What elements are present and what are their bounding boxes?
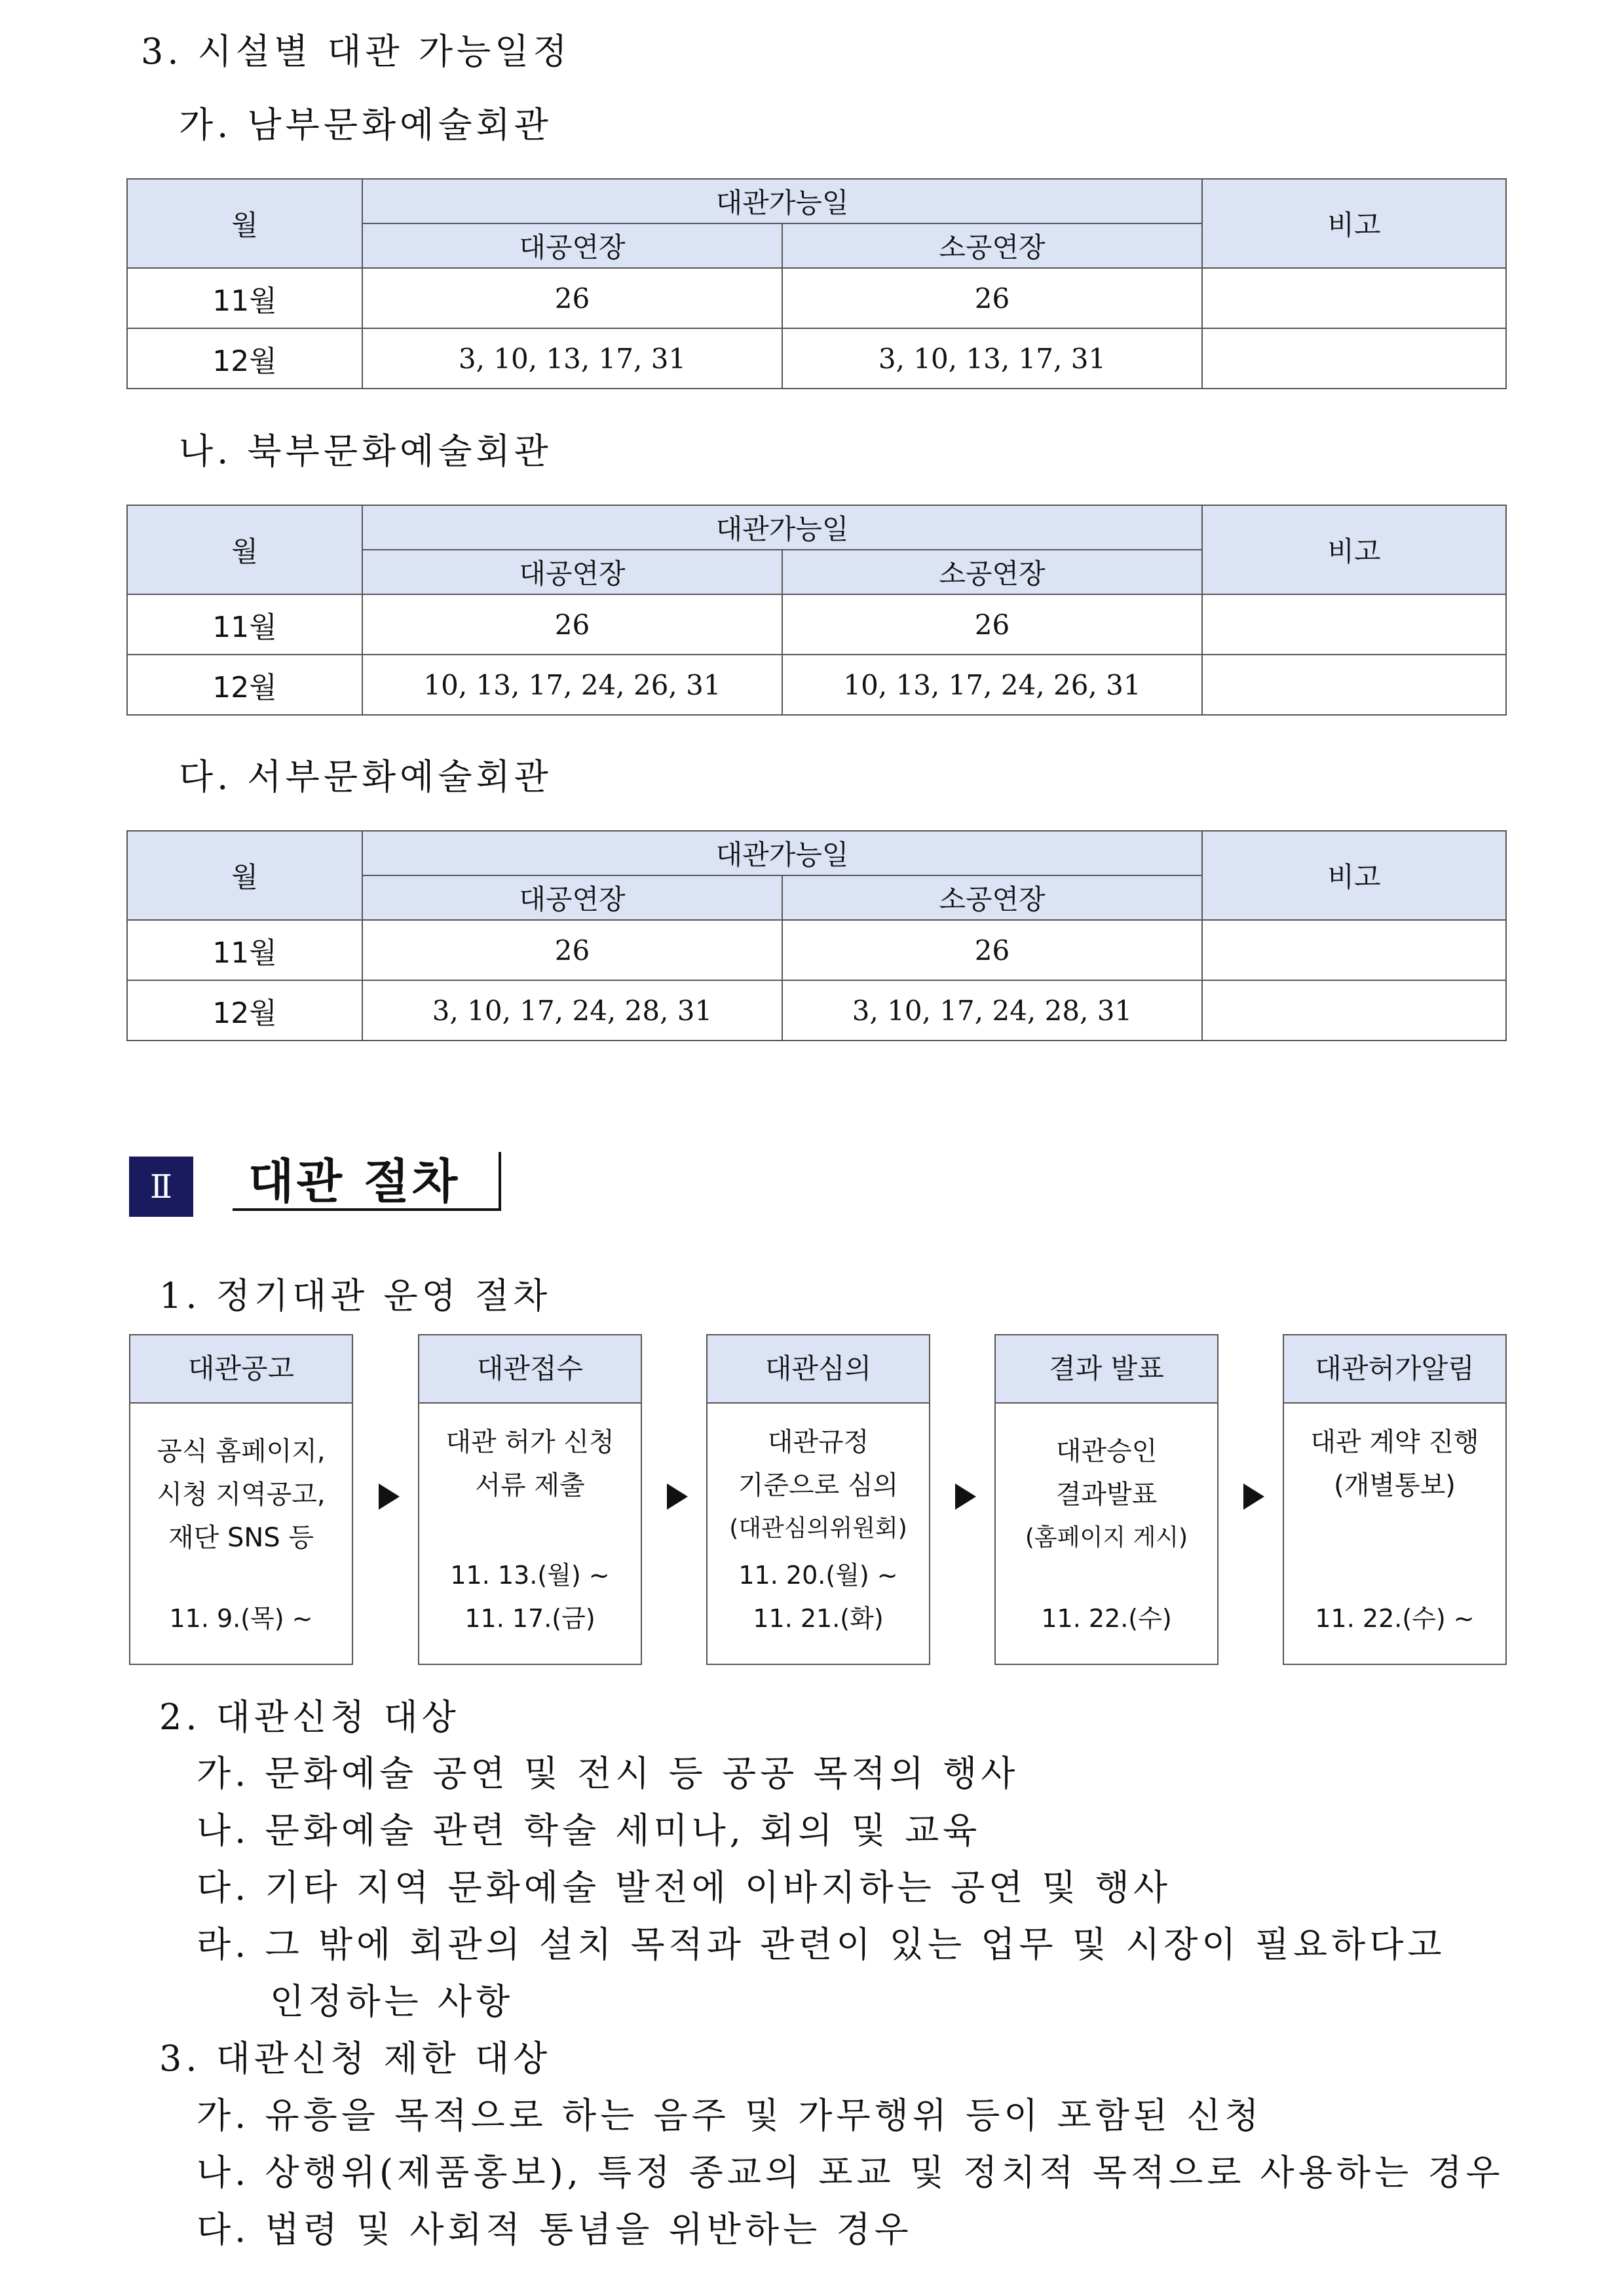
list-item: 다. 기타 지역 문화예술 발전에 이바지하는 공연 및 행사 bbox=[197, 1867, 1172, 1908]
flow-step-note: (홈페이지 게시) bbox=[1025, 1524, 1188, 1551]
flow-step-date: 11. 22.(수) ~ bbox=[1315, 1604, 1475, 1633]
flow-step-title: 결과 발표 bbox=[996, 1335, 1217, 1404]
month-cell: 12월 bbox=[127, 980, 362, 1041]
small-hall-dates: 26 bbox=[782, 268, 1202, 328]
large-hall-dates: 10, 13, 17, 24, 26, 31 bbox=[362, 655, 782, 715]
flow-step-desc: 대관 허가 신청 bbox=[445, 1427, 614, 1457]
flow-step-date: 11. 17.(금) bbox=[464, 1604, 595, 1633]
small-hall-dates: 10, 13, 17, 24, 26, 31 bbox=[782, 655, 1202, 715]
flow-step-desc: 공식 홈페이지, bbox=[157, 1436, 326, 1466]
header-small-hall: 소공연장 bbox=[782, 550, 1202, 594]
list-item-continuation: 인정하는 사항 bbox=[270, 1981, 514, 2022]
flow-step-desc: 서류 제출 bbox=[475, 1470, 585, 1501]
month-cell: 11월 bbox=[127, 268, 362, 328]
table-row bbox=[127, 920, 1506, 980]
header-large-hall: 대공연장 bbox=[362, 875, 782, 920]
large-hall-dates: 26 bbox=[362, 594, 782, 655]
flow-step-date: 11. 20.(월) ~ bbox=[738, 1561, 898, 1590]
month-cell: 11월 bbox=[127, 920, 362, 980]
remarks-cell bbox=[1202, 594, 1506, 655]
list-item: 가. 문화예술 공연 및 전시 등 공공 목적의 행사 bbox=[197, 1753, 1019, 1794]
arrow-right-icon bbox=[955, 1483, 976, 1510]
list-item: 가. 유흥을 목적으로 하는 음주 및 가무행위 등이 포함된 신청 bbox=[197, 2095, 1263, 2136]
remarks-cell bbox=[1202, 920, 1506, 980]
header-remarks: 비고 bbox=[1202, 179, 1506, 268]
eligible-heading: 2. 대관신청 대상 bbox=[159, 1696, 460, 1738]
arrow-right-icon bbox=[379, 1483, 400, 1510]
header-month: 월 bbox=[127, 831, 362, 920]
remarks-cell bbox=[1202, 268, 1506, 328]
table-row bbox=[127, 268, 1506, 328]
flow-step-desc: 대관승인 bbox=[1055, 1436, 1158, 1466]
flow-step-desc: 결과발표 bbox=[1055, 1480, 1158, 1510]
header-available: 대관가능일 bbox=[362, 831, 1202, 875]
header-large-hall: 대공연장 bbox=[362, 223, 782, 268]
venue-heading-west: 다. 서부문화예술회관 bbox=[179, 756, 552, 797]
table-row bbox=[127, 594, 1506, 655]
flow-step-date: 11. 21.(화) bbox=[753, 1604, 884, 1633]
remarks-cell bbox=[1202, 655, 1506, 715]
flow-step-desc: 대관 계약 진행 bbox=[1310, 1427, 1479, 1457]
large-hall-dates: 3, 10, 13, 17, 31 bbox=[362, 328, 782, 389]
restricted-heading: 3. 대관신청 제한 대상 bbox=[159, 2038, 552, 2079]
header-small-hall: 소공연장 bbox=[782, 223, 1202, 268]
month-cell: 12월 bbox=[127, 655, 362, 715]
flow-step-date: 11. 9.(목) ~ bbox=[169, 1604, 313, 1633]
remarks-cell bbox=[1202, 328, 1506, 389]
schedule-table-west bbox=[126, 830, 1507, 1041]
header-large-hall: 대공연장 bbox=[362, 550, 782, 594]
flow-step-title: 대관공고 bbox=[130, 1335, 352, 1404]
header-remarks: 비고 bbox=[1202, 831, 1506, 920]
table-row bbox=[127, 328, 1506, 389]
section-3-heading: 3. 시설별 대관 가능일정 bbox=[141, 31, 571, 72]
large-hall-dates: 3, 10, 17, 24, 28, 31 bbox=[362, 980, 782, 1041]
header-month: 월 bbox=[127, 505, 362, 594]
large-hall-dates: 26 bbox=[362, 920, 782, 980]
header-small-hall: 소공연장 bbox=[782, 875, 1202, 920]
flow-step-desc: 재단 SNS 등 bbox=[168, 1523, 314, 1553]
small-hall-dates: 3, 10, 17, 24, 28, 31 bbox=[782, 980, 1202, 1041]
header-month: 월 bbox=[127, 179, 362, 268]
arrow-right-icon bbox=[667, 1483, 688, 1510]
venue-heading-north: 나. 북부문화예술회관 bbox=[179, 430, 552, 472]
arrow-right-icon bbox=[1243, 1483, 1264, 1510]
header-available: 대관가능일 bbox=[362, 505, 1202, 550]
month-cell: 12월 bbox=[127, 328, 362, 389]
list-item: 라. 그 밖에 회관의 설치 목적과 관련이 있는 업무 및 시장이 필요하다고 bbox=[197, 1924, 1446, 1965]
table-row bbox=[127, 655, 1506, 715]
flow-step-result bbox=[994, 1334, 1218, 1665]
schedule-table-south bbox=[126, 178, 1507, 389]
flow-step-desc: 기준으로 심의 bbox=[738, 1470, 899, 1501]
small-hall-dates: 26 bbox=[782, 920, 1202, 980]
flow-step-title: 대관접수 bbox=[419, 1335, 641, 1404]
venue-heading-south: 가. 남부문화예술회관 bbox=[179, 104, 552, 145]
flow-step-date: 11. 13.(월) ~ bbox=[450, 1561, 610, 1590]
header-remarks: 비고 bbox=[1202, 505, 1506, 594]
flow-step-desc: 시청 지역공고, bbox=[157, 1480, 326, 1510]
flow-step-note: (대관심의위원회) bbox=[729, 1515, 907, 1542]
flow-step-desc: 대관규정 bbox=[767, 1427, 869, 1457]
remarks-cell bbox=[1202, 980, 1506, 1041]
flow-step-title: 대관심의 bbox=[708, 1335, 929, 1404]
flow-step-desc: (개별통보) bbox=[1334, 1470, 1456, 1501]
part-number-badge: Ⅱ bbox=[129, 1157, 193, 1217]
list-item: 다. 법령 및 사회적 통념을 위반하는 경우 bbox=[197, 2209, 913, 2250]
small-hall-dates: 3, 10, 13, 17, 31 bbox=[782, 328, 1202, 389]
list-item: 나. 문화예술 관련 학술 세미나, 회의 및 교육 bbox=[197, 1810, 981, 1851]
flow-step-title: 대관허가알림 bbox=[1284, 1335, 1505, 1404]
large-hall-dates: 26 bbox=[362, 268, 782, 328]
flow-step-permit bbox=[1283, 1334, 1507, 1665]
flow-step-review bbox=[706, 1334, 930, 1665]
header-available: 대관가능일 bbox=[362, 179, 1202, 223]
flow-step-date: 11. 22.(수) bbox=[1041, 1604, 1172, 1633]
part-title: 대관 절차 bbox=[233, 1152, 501, 1211]
schedule-table-north bbox=[126, 505, 1507, 716]
small-hall-dates: 26 bbox=[782, 594, 1202, 655]
flow-step-announcement bbox=[129, 1334, 353, 1665]
list-item: 나. 상행위(제품홍보), 특정 종교의 포교 및 정치적 목적으로 사용하는 경우 bbox=[197, 2152, 1504, 2193]
month-cell: 11월 bbox=[127, 594, 362, 655]
flow-step-reception bbox=[418, 1334, 642, 1665]
table-row bbox=[127, 980, 1506, 1041]
procedure-heading: 1. 정기대관 운영 절차 bbox=[159, 1275, 552, 1316]
